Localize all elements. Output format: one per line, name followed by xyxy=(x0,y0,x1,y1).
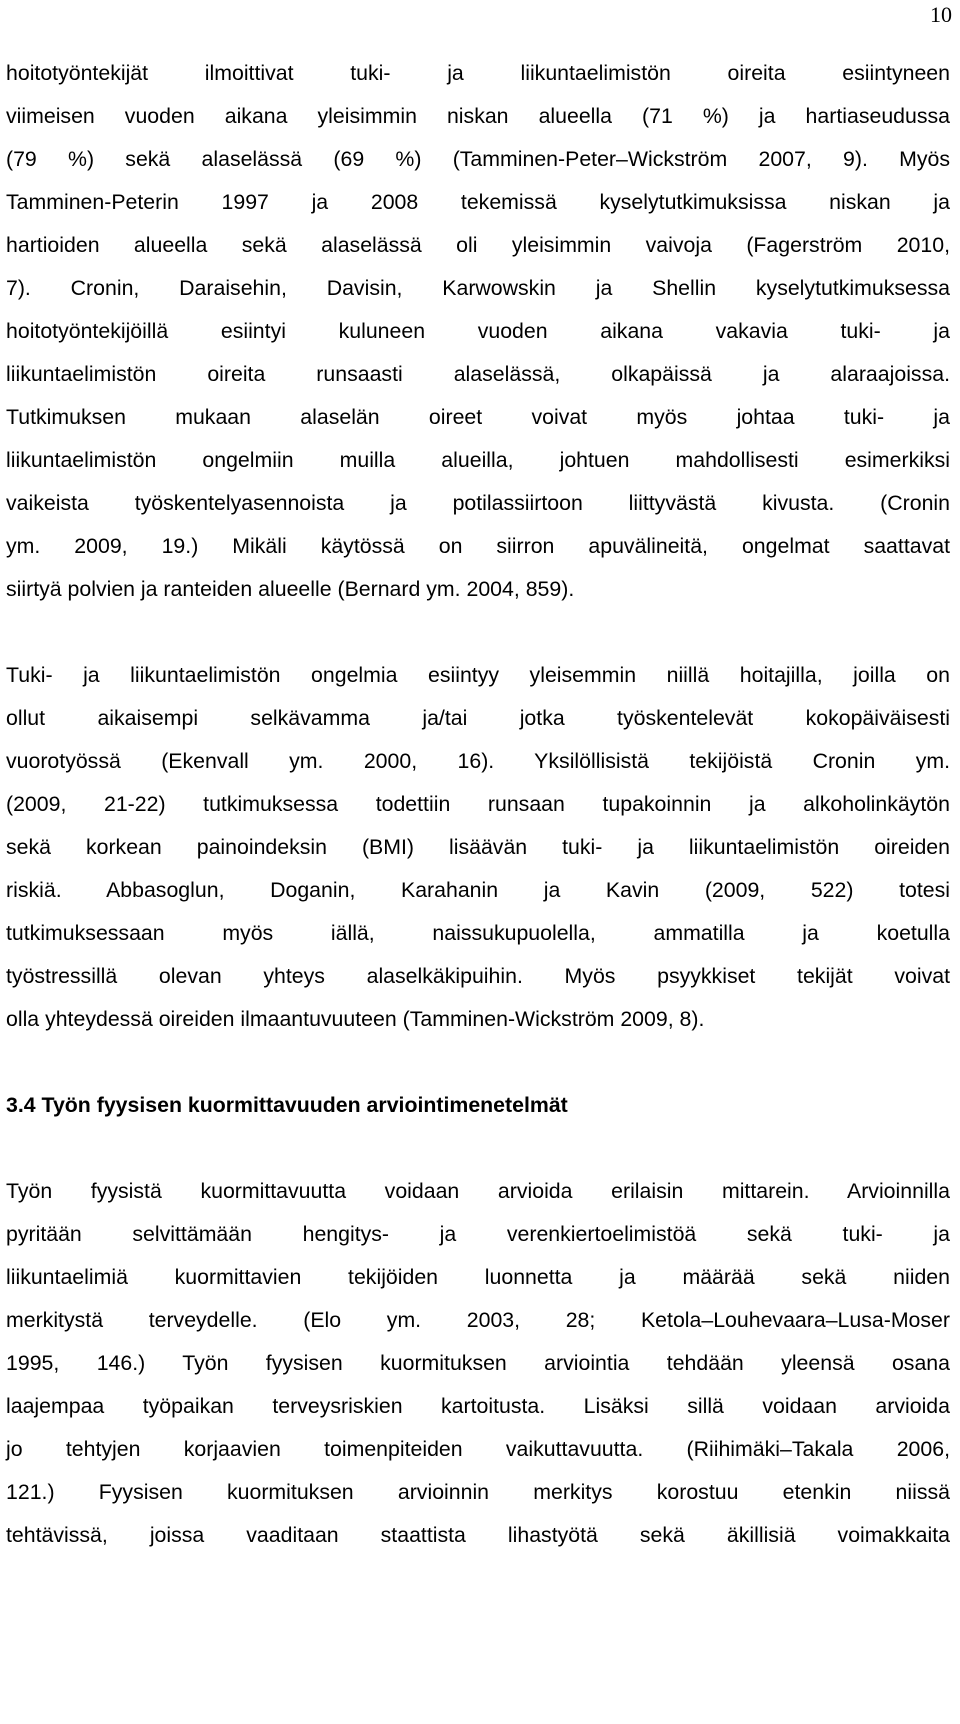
paragraph-2-line-7: tutkimuksessaan myös iällä, naissukupuolella, ammatilla ja koetulla xyxy=(6,921,950,945)
paragraph-1-line-13: siirtyä polvien ja ranteiden alueelle (Bernard ym. 2004, 859). xyxy=(6,577,575,601)
paragraph-1-line-8: liikuntaelimistön oireita runsaasti alaselässä, olkapäissä ja alaraajoissa. xyxy=(6,362,950,386)
paragraph-1-line-5: hartioiden alueella sekä alaselässä oli yleisimmin vaivoja (Fagerström 2010, xyxy=(6,233,950,257)
paragraph-1-line-11: vaikeista työskentelyasennoista ja potilassiirtoon liittyvästä kivusta. (Cronin xyxy=(6,491,950,515)
paragraph-1-line-7: hoitotyöntekijöillä esiintyi kuluneen vuoden aikana vakavia tuki- ja xyxy=(6,319,950,343)
paragraph-3-line-4: merkitystä terveydelle. (Elo ym. 2003, 28; Ketola–Louhevaara–Lusa-Moser xyxy=(6,1308,950,1332)
paragraph-1-line-1: hoitotyöntekijät ilmoittivat tuki- ja liikuntaelimistön oireita esiintyneen xyxy=(6,61,950,85)
paragraph-2-line-2: ollut aikaisempi selkävamma ja/tai jotka työskentelevät kokopäiväisesti xyxy=(6,706,950,730)
paragraph-3-line-5: 1995, 146.) Työn fyysisen kuormituksen arviointia tehdään yleensä osana xyxy=(6,1351,950,1375)
paragraph-1-line-12: ym. 2009, 19.) Mikäli käytössä on siirron apuvälineitä, ongelmat saattavat xyxy=(6,534,950,558)
paragraph-1-line-10: liikuntaelimistön ongelmiin muilla alueilla, johtuen mahdollisesti esimerkiksi xyxy=(6,448,950,472)
paragraph-3-line-7: jo tehtyjen korjaavien toimenpiteiden vaikuttavuutta. (Riihimäki–Takala 2006, xyxy=(6,1437,950,1461)
page-number: 10 xyxy=(930,2,952,27)
paragraph-3-line-3: liikuntaelimiä kuormittavien tekijöiden luonnetta ja määrää sekä niiden xyxy=(6,1265,950,1289)
paragraph-1-line-3: (79 %) sekä alaselässä (69 %) (Tamminen-Peter–Wickström 2007, 9). Myös xyxy=(6,147,950,171)
paragraph-3-line-6: laajempaa työpaikan terveysriskien kartoitusta. Lisäksi sillä voidaan arvioida xyxy=(6,1394,950,1418)
paragraph-1-line-9: Tutkimuksen mukaan alaselän oireet voivat myös johtaa tuki- ja xyxy=(6,405,950,429)
paragraph-1-line-4: Tamminen-Peterin 1997 ja 2008 tekemissä kyselytutkimuksissa niskan ja xyxy=(6,190,950,214)
paragraph-3-line-8: 121.) Fyysisen kuormituksen arvioinnin merkitys korostuu etenkin niissä xyxy=(6,1480,950,1504)
paragraph-2-line-4: (2009, 21-22) tutkimuksessa todettiin runsaan tupakoinnin ja alkoholinkäytön xyxy=(6,792,950,816)
paragraph-3-line-1: Työn fyysistä kuormittavuutta voidaan arvioida erilaisin mittarein. Arvioinnilla xyxy=(6,1179,950,1203)
paragraph-1-line-2: viimeisen vuoden aikana yleisimmin niskan alueella (71 %) ja hartiaseudussa xyxy=(6,104,950,128)
paragraph-2-line-5: sekä korkean painoindeksin (BMI) lisäävän tuki- ja liikuntaelimistön oireiden xyxy=(6,835,950,859)
paragraph-2-line-9: olla yhteydessä oireiden ilmaantuvuuteen (Tamminen-Wickström 2009, 8). xyxy=(6,1007,705,1031)
section-heading: 3.4 Työn fyysisen kuormittavuuden arviointimenetelmät xyxy=(6,1093,568,1117)
paragraph-1-line-6: 7). Cronin, Daraisehin, Davisin, Karwowskin ja Shellin kyselytutkimuksessa xyxy=(6,276,950,300)
paragraph-2-line-6: riskiä. Abbasoglun, Doganin, Karahanin ja Kavin (2009, 522) totesi xyxy=(6,878,950,902)
paragraph-3-line-2: pyritään selvittämään hengitys- ja verenkiertoelimistöä sekä tuki- ja xyxy=(6,1222,950,1246)
paragraph-2-line-1: Tuki- ja liikuntaelimistön ongelmia esiintyy yleisemmin niillä hoitajilla, joilla on xyxy=(6,663,950,687)
paragraph-2-line-3: vuorotyössä (Ekenvall ym. 2000, 16). Yksilöllisistä tekijöistä Cronin ym. xyxy=(6,749,950,773)
paragraph-2-line-8: työstressillä olevan yhteys alaselkäkipuihin. Myös psyykkiset tekijät voivat xyxy=(6,964,950,988)
paragraph-3-line-9: tehtävissä, joissa vaaditaan staattista lihastyötä sekä äkillisiä voimakkaita xyxy=(6,1523,950,1547)
